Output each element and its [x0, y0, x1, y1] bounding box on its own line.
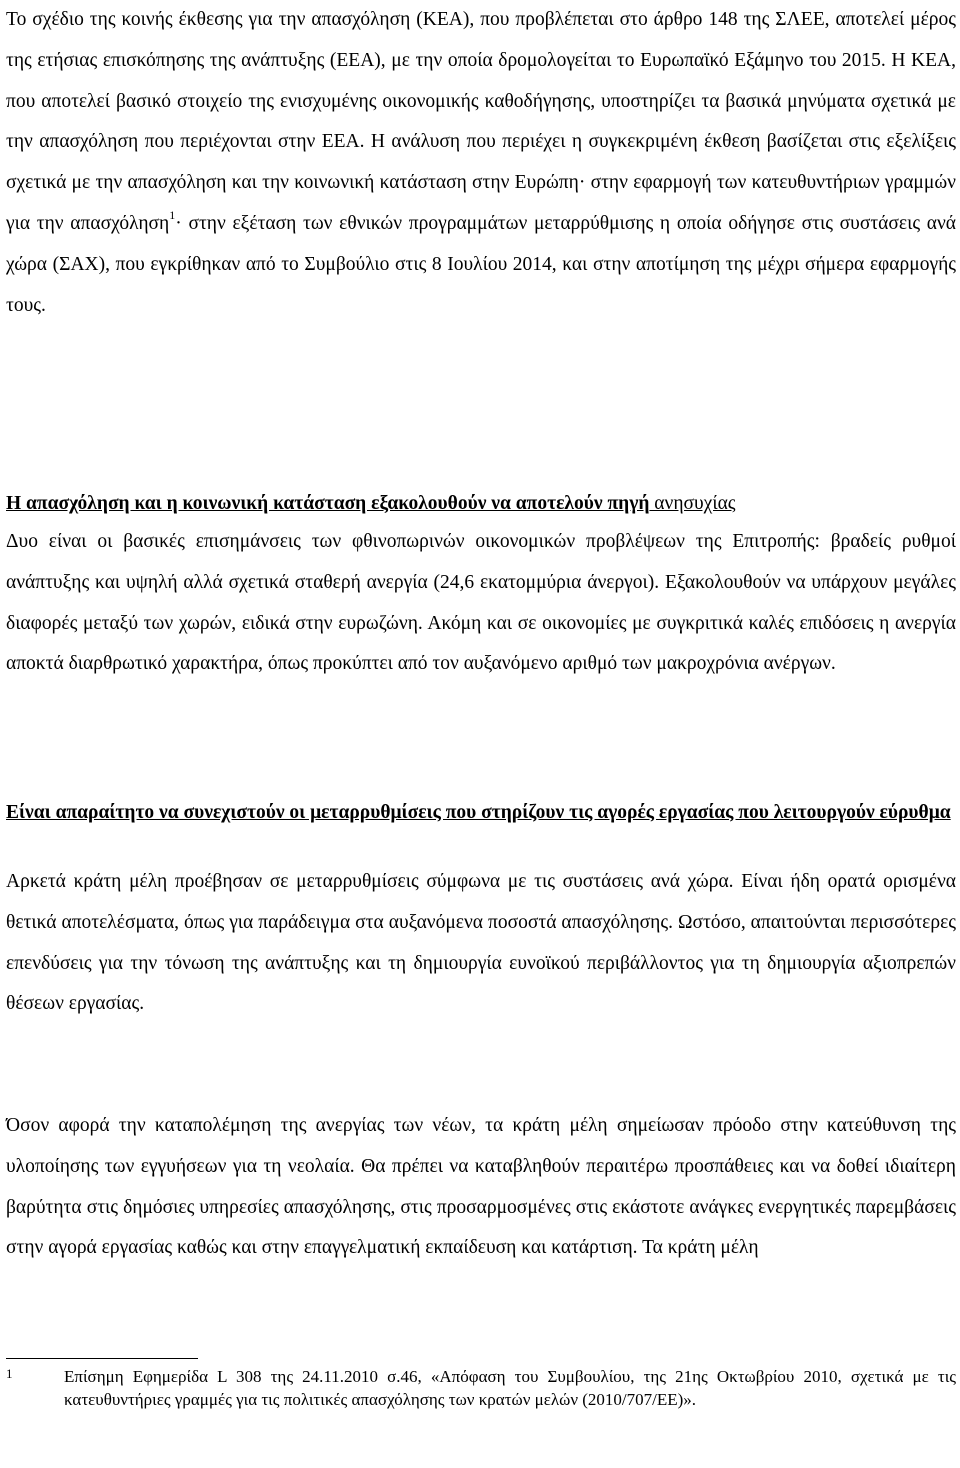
footnote-text: Επίσημη Εφημερίδα L 308 της 24.11.2010 σ.46, «Απόφαση του Συμβουλίου, της 21ης Οκτωβρίου 2010, σχετικά με τις κατευθυντήριες γραμμές για τις πολιτικές απασχόλησης των κρατών μελών (2010/707/ΕΕ)». [64, 1367, 956, 1409]
intro-text-part1: Το σχέδιο της κοινής έκθεσης για την απασχόληση (ΚΕΑ), που προβλέπεται στο άρθρο 148 της ΣΛΕΕ, αποτελεί μέρος της ετήσιας επισκόπησης της ανάπτυξης (ΕΕΑ), με την οποία δρομολογείται το Ευρωπαϊκό Εξάμηνο του 2015. Η ΚΕΑ, που αποτελεί βασικό στοιχείο της ενισχυμένης οικονομικής καθοδήγησης, υποστηρίζει τα βασικά μηνύματα σχετικά με την απασχόληση που περιέχονται στην ΕΕΑ. Η ανάλυση που περιέχει η συγκεκριμένη έκθεση βασίζεται στις εξελίξεις σχετικά με την απασχόληση και την κοινωνική κατάσταση στην Ευρώπη· στην εφαρμογή των κατευθυντήριων γραμμών για την απασχόληση [6, 9, 956, 234]
footnote-reference[interactable]: 1 [169, 208, 176, 223]
employment-paragraph: Δυο είναι οι βασικές επισημάνσεις των φθινοπωρινών οικονομικών προβλέψεων της Επιτροπής: βραδείς ρυθμοί ανάπτυξης και υψηλή αλλά σχετικά σταθερή ανεργία (24,6 εκατομμύρια άνεργοι). Εξακολουθούν να υπάρχουν μεγάλες διαφορές μεταξύ των χωρών, ειδικά στην ευρωζώνη. Ακόμη και σε οικονομίες με συγκριτικά καλές επιδόσεις η ανεργία αποκτά διαρθρωτικό χαρακτήρα, όπως προκύπτει από τον αυξανόμενο αριθμό των μακροχρόνια ανέργων. [6, 531, 956, 675]
footnote-number: 1 [6, 1366, 13, 1381]
section-heading-reforms: Είναι απαραίτητο να συνεχιστούν οι μεταρρυθμίσεις που στηρίζουν τις αγορές εργασίας που λειτουργούν εύρυθμα [6, 802, 951, 823]
section-heading-employment-normal: ανησυχίας [649, 493, 736, 514]
footnote [6, 1366, 956, 1411]
reforms-paragraph: Αρκετά κράτη μέλη προέβησαν σε μεταρρυθμίσεις σύμφωνα με τις συστάσεις ανά χώρα. Είναι ήδη ορατά ορισμένα θετικά αποτελέσματα, όπως για παράδειγμα στα αυξανόμενα ποσοστά απασχόλησης. Ωστόσο, απαιτούνται περισσότερες επενδύσεις για την τόνωση της ανάπτυξης και τη δημιουργία ευνοϊκού περιβάλλοντος για τη δημιουργία αξιοπρεπών θέσεων εργασίας. [6, 871, 956, 1015]
intro-paragraph [6, 0, 956, 326]
section-heading-employment [6, 484, 736, 524]
intro-text-part2: · στην εξέταση των εθνικών προγραμμάτων μεταρρύθμισης η οποία οδήγησε στις συστάσεις ανά χώρα (ΣΑΧ), που εγκρίθηκαν από το Συμβούλιο στις 8 Ιουλίου 2014, και στην αποτίμηση της μέχρι σήμερα εφαρμογής τους. [6, 212, 956, 316]
section-heading-employment-bold: Η απασχόληση και η κοινωνική κατάσταση εξακολουθούν να αποτελούν πηγή [6, 493, 650, 514]
youth-paragraph: Όσον αφορά την καταπολέμηση της ανεργίας των νέων, τα κράτη μέλη σημείωσαν πρόοδο στην κατεύθυνση της υλοποίησης των εγγυήσεων για τη νεολαία. Θα πρέπει να καταβληθούν περαιτέρω προσπάθειες και να δοθεί ιδιαίτερη βαρύτητα στις δημόσιες υπηρεσίες απασχόλησης, στις προσαρμοσμένες στις εκάστοτε ανάγκες ενεργητικές παρεμβάσεις στην αγορά εργασίας καθώς και στην επαγγελματική εκπαίδευση και κατάρτιση. Τα κράτη μέλη [6, 1115, 956, 1259]
footnote-separator [6, 1358, 198, 1359]
